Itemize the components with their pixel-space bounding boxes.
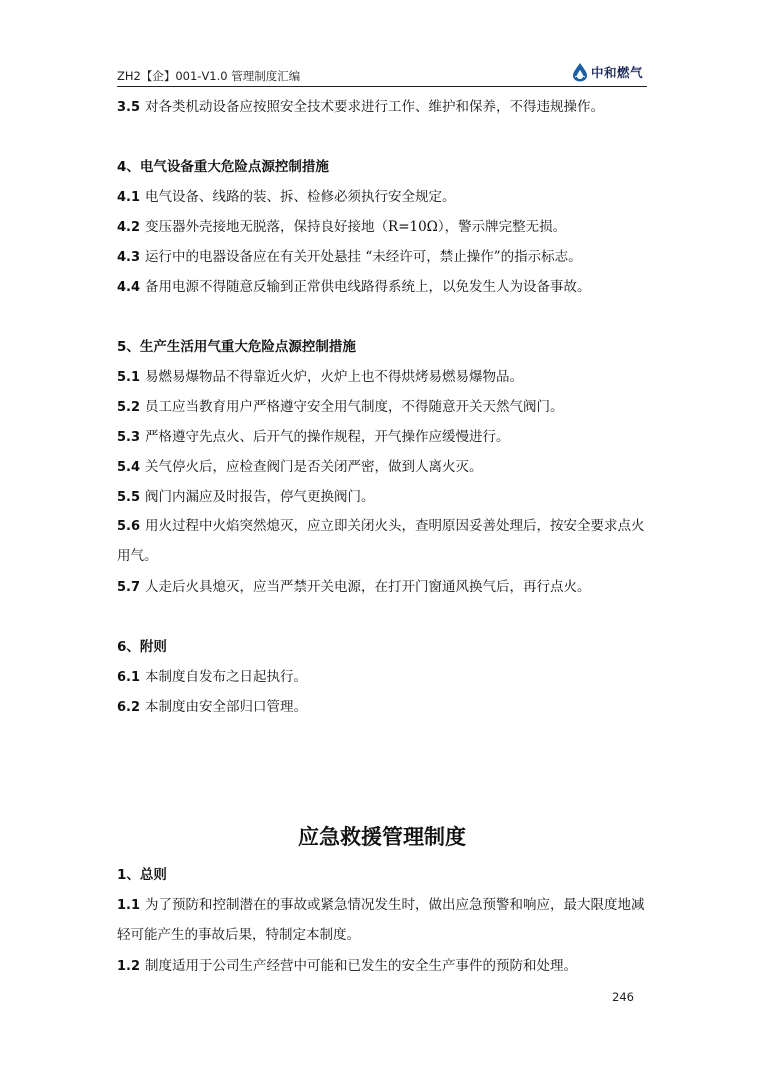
flame-drop-icon [571, 62, 589, 82]
section-heading-general: 1、总则 [117, 867, 167, 883]
clause-3-5 [117, 97, 647, 118]
clause-number: 4.3 [117, 250, 141, 265]
page-header [117, 56, 647, 87]
clause-text: 本制度由安全部归口管理。 [145, 699, 308, 715]
company-logo [571, 61, 643, 83]
clause-6-2 [117, 697, 647, 718]
clause-5-4 [117, 457, 647, 478]
clause-1-2 [117, 956, 647, 977]
clause-text: 用火过程中火焰突然熄灭，应立即关闭火头，查明原因妥善处理后，按安全要求点火用气。 [117, 518, 645, 564]
clause-5-6 [117, 512, 647, 571]
clause-number: 5.4 [117, 460, 141, 475]
clause-text: 本制度自发布之日起执行。 [145, 669, 308, 685]
clause-text: 关气停火后，应检查阀门是否关闭严密，做到人离火灭。 [145, 459, 483, 475]
clause-number: 6.2 [117, 700, 141, 715]
clause-4-3 [117, 247, 647, 268]
clause-4-1 [117, 187, 647, 208]
clause-number: 3.5 [117, 100, 141, 115]
clause-number: 1.2 [117, 959, 141, 974]
clause-1-1 [117, 891, 647, 950]
clause-5-5 [117, 487, 647, 508]
clause-text: 备用电源不得随意反输到正常供电线路得系统上，以免发生人为设备事故。 [145, 279, 591, 295]
clause-text: 制度适用于公司生产经营中可能和已发生的安全生产事件的预防和处理。 [145, 958, 578, 974]
clause-number: 5.2 [117, 400, 141, 415]
clause-number: 5.6 [117, 519, 141, 534]
clause-number: 5.5 [117, 490, 141, 505]
clause-text: 易燃易爆物品不得靠近火炉，火炉上也不得烘烤易燃易爆物品。 [145, 369, 524, 385]
clause-text: 变压器外壳接地无脱落，保持良好接地（R=10Ω），警示牌完整无损。 [145, 219, 567, 235]
clause-number: 5.3 [117, 430, 141, 445]
clause-6-1 [117, 667, 647, 688]
section-heading-4: 4、电气设备重大危险点源控制措施 [117, 159, 329, 175]
clause-4-2 [117, 217, 647, 238]
clause-number: 5.7 [117, 580, 141, 595]
section-heading-6: 6、附则 [117, 639, 167, 655]
clause-text: 严格遵守先点火、后开气的操作规程，开气操作应缓慢进行。 [145, 429, 510, 445]
clause-text: 人走后火具熄灭，应当严禁开关电源，在打开门窗通风换气后，再行点火。 [145, 579, 591, 595]
clause-5-2 [117, 397, 647, 418]
clause-number: 1.1 [117, 898, 141, 913]
document-code: ZH2【企】001-V1.0 管理制度汇编 [117, 69, 301, 83]
clause-text: 阀门内漏应及时报告，停气更换阀门。 [145, 489, 375, 505]
clause-number: 6.1 [117, 670, 141, 685]
page-number: 246 [612, 990, 634, 1004]
clause-5-3 [117, 427, 647, 448]
document-title: 应急救援管理制度 [298, 825, 466, 849]
clause-4-4 [117, 277, 647, 298]
clause-text: 运行中的电器设备应在有关开处悬挂 “未经许可，禁止操作”的指示标志。 [145, 249, 582, 265]
clause-text: 为了预防和控制潜在的事故或紧急情况发生时，做出应急预警和响应，最大限度地减轻可能产生的事故后果，特制定本制度。 [117, 897, 645, 943]
clause-number: 5.1 [117, 370, 141, 385]
clause-number: 4.4 [117, 280, 141, 295]
logo-text: 中和燃气 [590, 65, 643, 80]
clause-text: 对各类机动设备应按照安全技术要求进行工作、维护和保养，不得违规操作。 [145, 99, 605, 115]
clause-text: 电气设备、线路的装、拆、检修必须执行安全规定。 [145, 189, 456, 205]
section-heading-5: 5、生产生活用气重大危险点源控制措施 [117, 339, 356, 355]
clause-5-7 [117, 577, 647, 598]
clause-text: 员工应当教育用户严格遵守安全用气制度，不得随意开关天然气阀门。 [145, 399, 564, 415]
clause-number: 4.2 [117, 220, 141, 235]
clause-5-1 [117, 367, 647, 388]
clause-number: 4.1 [117, 190, 141, 205]
